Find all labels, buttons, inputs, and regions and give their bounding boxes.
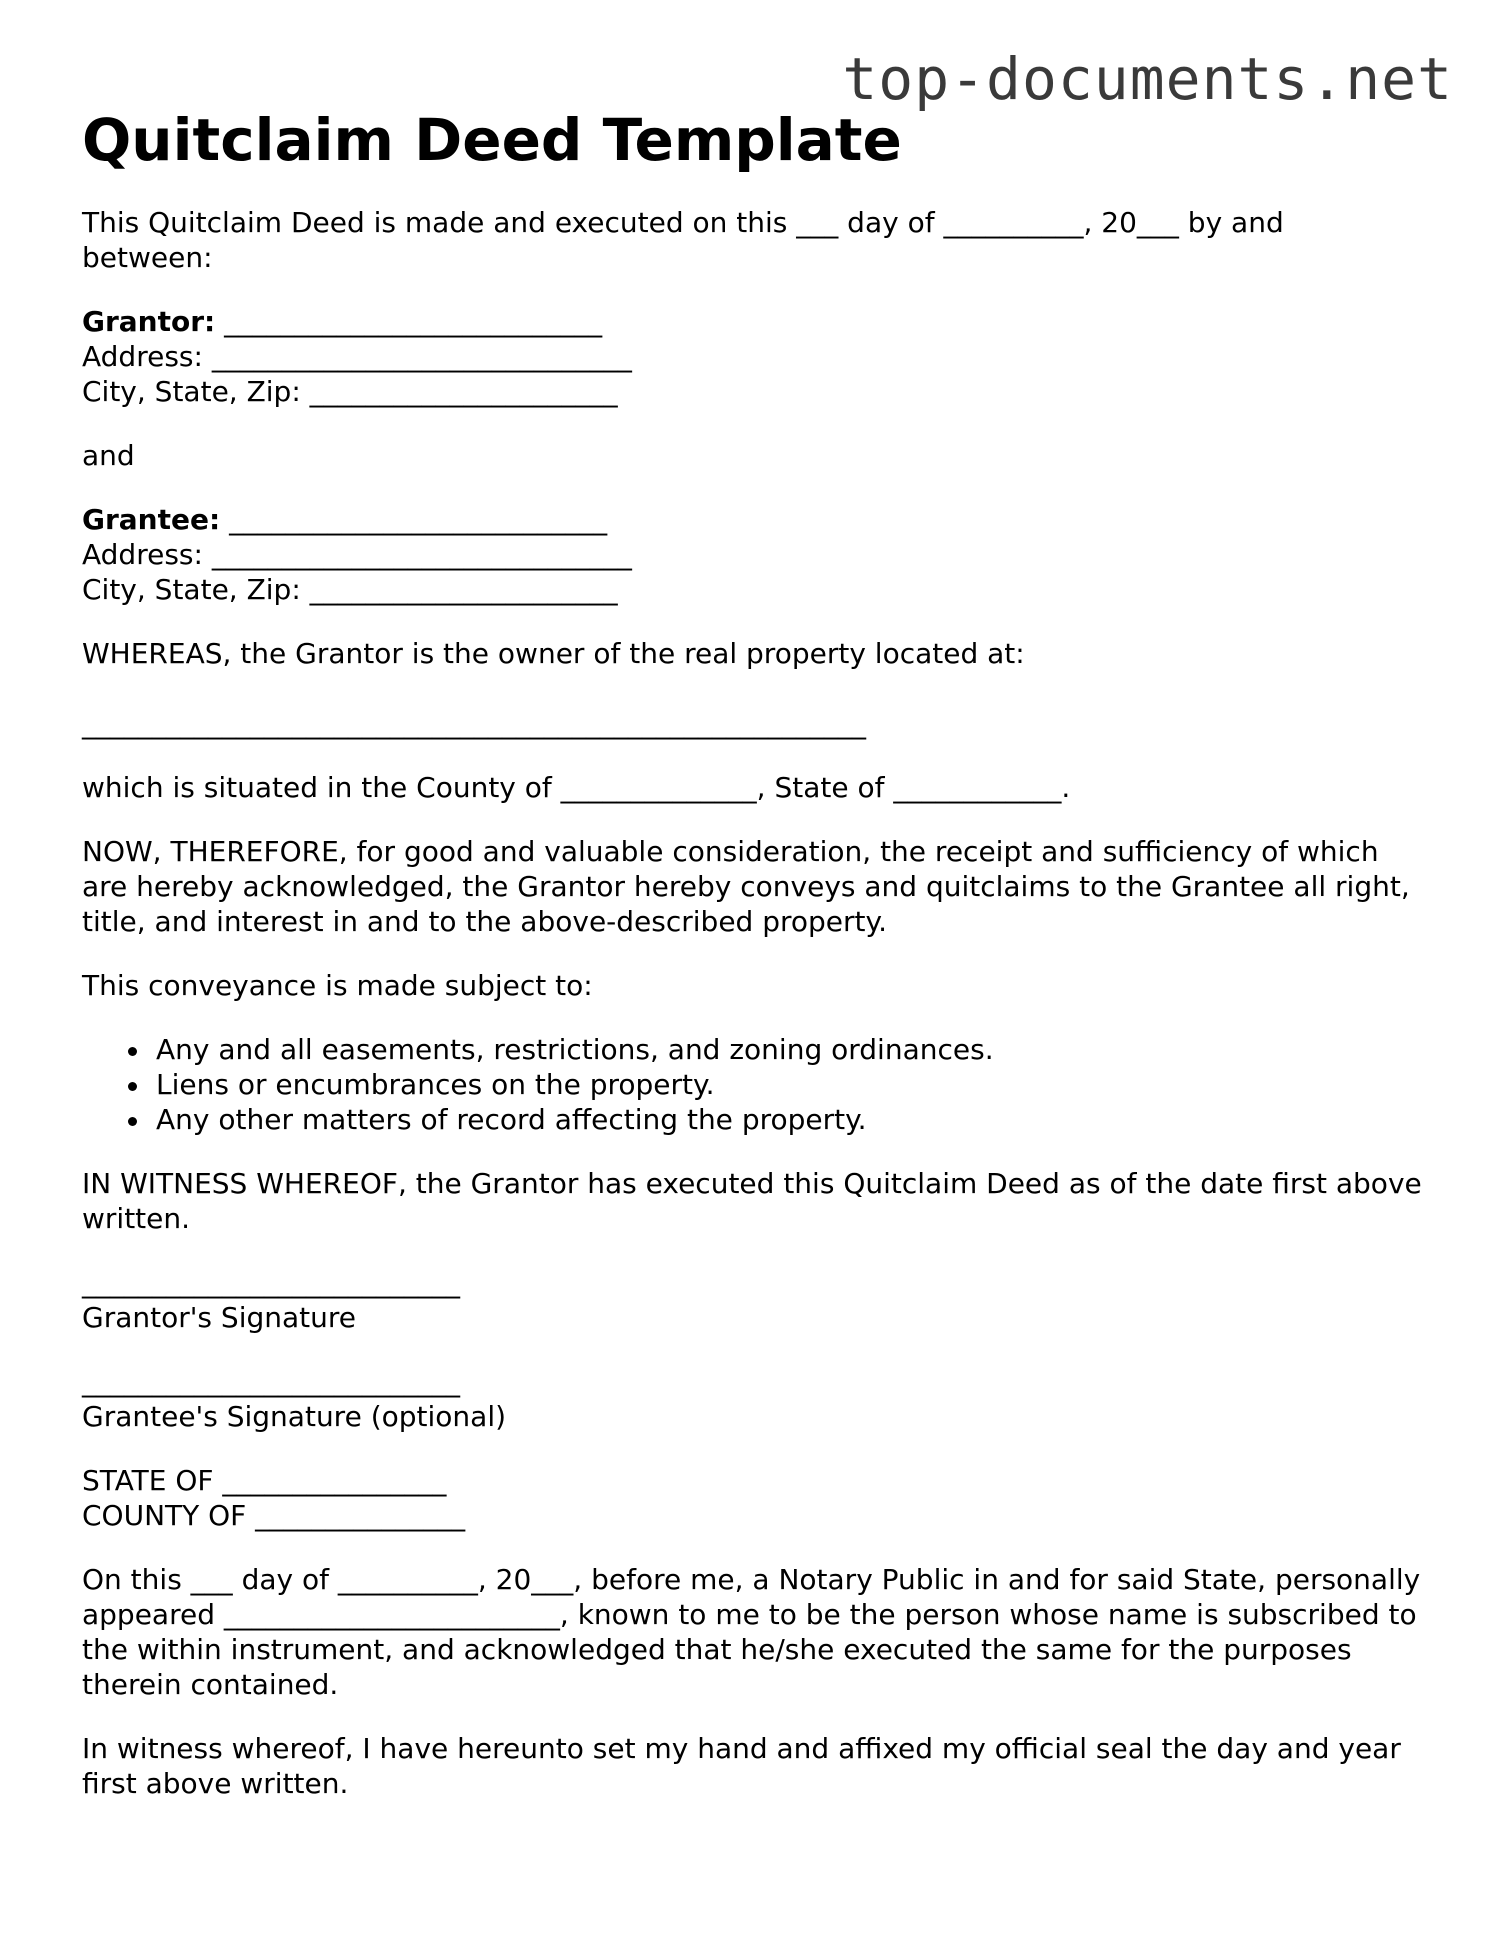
- grantee-signature-label: Grantee's Signature (optional): [82, 1400, 507, 1433]
- grantor-city-state-zip: City, State, Zip: ______________________: [82, 375, 618, 408]
- notary-jurisdiction: [82, 1463, 1422, 1533]
- closing-paragraph: In witness whereof, I have hereunto set my hand and affixed my official seal the day and year first above written.: [82, 1732, 1401, 1800]
- list-item: Any other matters of record affecting the property.: [124, 1102, 1422, 1137]
- subject-to-paragraph: This conveyance is made subject to:: [82, 969, 593, 1002]
- grantor-signature-label: Grantor's Signature: [82, 1301, 356, 1334]
- grantor-label: Grantor:: [82, 305, 216, 338]
- list-item: Liens or encumbrances on the property.: [124, 1067, 1422, 1102]
- grantee-signature-line: ___________________________: [82, 1365, 460, 1398]
- whereas-paragraph: WHEREAS, the Grantor is the owner of the real property located at:: [82, 637, 1025, 670]
- in-witness-paragraph: IN WITNESS WHEREOF, the Grantor has executed this Quitclaim Deed as of the date first above written.: [82, 1167, 1422, 1235]
- property-address-line: ________________________________________________________: [82, 707, 866, 740]
- document-body: [82, 100, 1422, 1830]
- list-item: Any and all easements, restrictions, and zoning ordinances.: [124, 1032, 1422, 1067]
- grantee-label: Grantee:: [82, 503, 221, 536]
- county-state-paragraph: which is situated in the County of ______________, State of ____________.: [82, 771, 1071, 804]
- grantee-name-line: ___________________________: [220, 503, 608, 536]
- grantor-signature-line: ___________________________: [82, 1266, 460, 1299]
- intro-paragraph: This Quitclaim Deed is made and executed on this ___ day of __________, 20___ by and between:: [82, 206, 1284, 274]
- document-title: Quitclaim Deed Template: [82, 106, 902, 174]
- state-of-line: STATE OF ________________: [82, 1464, 447, 1497]
- watermark: top-documents.net: [842, 45, 1453, 113]
- conditions-list: [82, 1032, 1422, 1137]
- and-text: and: [82, 439, 135, 472]
- now-therefore-paragraph: NOW, THEREFORE, for good and valuable consideration, the receipt and sufficiency of which are hereby acknowledged, the Grantor hereby conveys and quitclaims to the Grantee all right, title, and interest in and to the above-described property.: [82, 835, 1410, 938]
- grantee-address: Address: ______________________________: [82, 538, 632, 571]
- grantee-city-state-zip: City, State, Zip: ______________________: [82, 573, 618, 606]
- grantor-name-line: ___________________________: [215, 305, 603, 338]
- county-of-line: COUNTY OF _______________: [82, 1499, 466, 1532]
- notary-paragraph: On this ___ day of __________, 20___, before me, a Notary Public in and for said State, personally appeared ________________________, known to me to be the person whose name is subscribed to the within instrument, and acknowledged that he/she executed the same for the purposes therein contained.: [82, 1563, 1421, 1701]
- grantor-section: [82, 304, 1422, 409]
- grantee-section: [82, 502, 1422, 607]
- grantor-address: Address: ______________________________: [82, 340, 632, 373]
